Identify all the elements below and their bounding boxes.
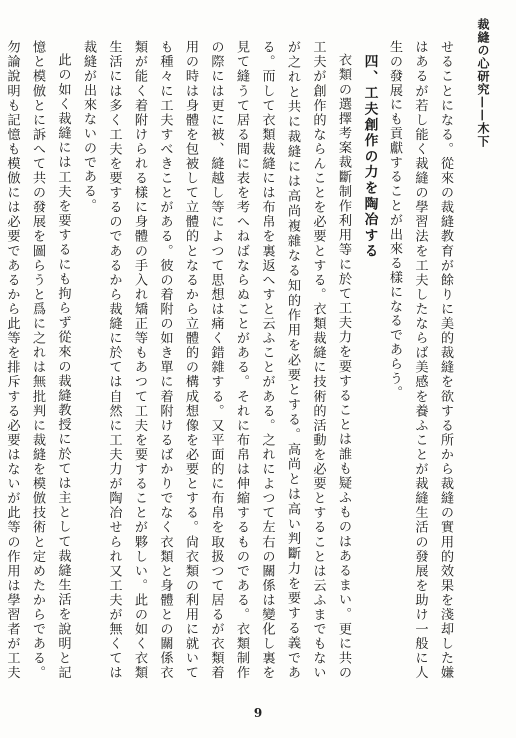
section-heading: 四、工夫創作の力を陶冶する [361, 53, 378, 260]
paragraph: せることになる。從來の裁縫教育が餘りに美的裁縫を欲する所から裁縫の實用的效果を淺却した嫌はあるが若し能く裁縫の學習法を工夫したならば美感を養ふことが裁縫生活の發展を助け一般に人生の發展にも貢獻することが出來る樣になるであらう。 [387, 40, 453, 680]
body-text [4, 40, 458, 680]
paragraph: 衣類の選擇考案裁斷制作利用等に於て工夫力を要することは誰も疑ふものはあるまい。更に共の工夫が創作的ならんことを必要とする。衣類裁縫に技術的活動を必要とすることは云ふまでもないが之れと共に裁縫には高尚複雜なる知的作用を必要とする。高尚とは高い判斷力を要する義である。而して衣類裁縫には布帛を裏返へすと云ふことがある。之れによつて左右の關係は變化し裏を見て縫うて居る間に表を考へねばならぬことがある。それに布帛は伸縮するものである。衣類制作の際には更に被、縫越し等によつて思想は痛く錯雜する。又平面的に布帛を取扱つて居るが衣類着用の時は身體を包被して立體的となるから立體的の構成想像を必要とする。尙衣類の利用に就いても種々に工夫すべきことがある。彼の着附の如き單に着附けるばかりでなく衣類と身體との關係衣類が能く着附けられる樣に身體の手入れ矯正等もあつて工夫を要することが夥しい。此の如く衣類生活には多く工夫を要するのであるから裁縫に於ては自然に工夫力が陶冶せられ又工夫が無くては裁縫が出來ないのである。 [81, 40, 351, 680]
page-number: 9 [253, 706, 263, 720]
running-head: 裁縫の心研究——木下 [476, 18, 490, 148]
paragraph: 此の如く裁縫には工夫を要するにも拘らず從來の裁縫教授に於ては主として裁縫生活を說明と記憶と模倣とに訴へて共の發展を圖らうと爲に之れは無批判に裁縫を模倣技術と定めたからである。勿論說明も記憶も模倣には必要であるから此等を排斥する必要はないが此等の作用は學習者が工夫 [4, 40, 71, 680]
